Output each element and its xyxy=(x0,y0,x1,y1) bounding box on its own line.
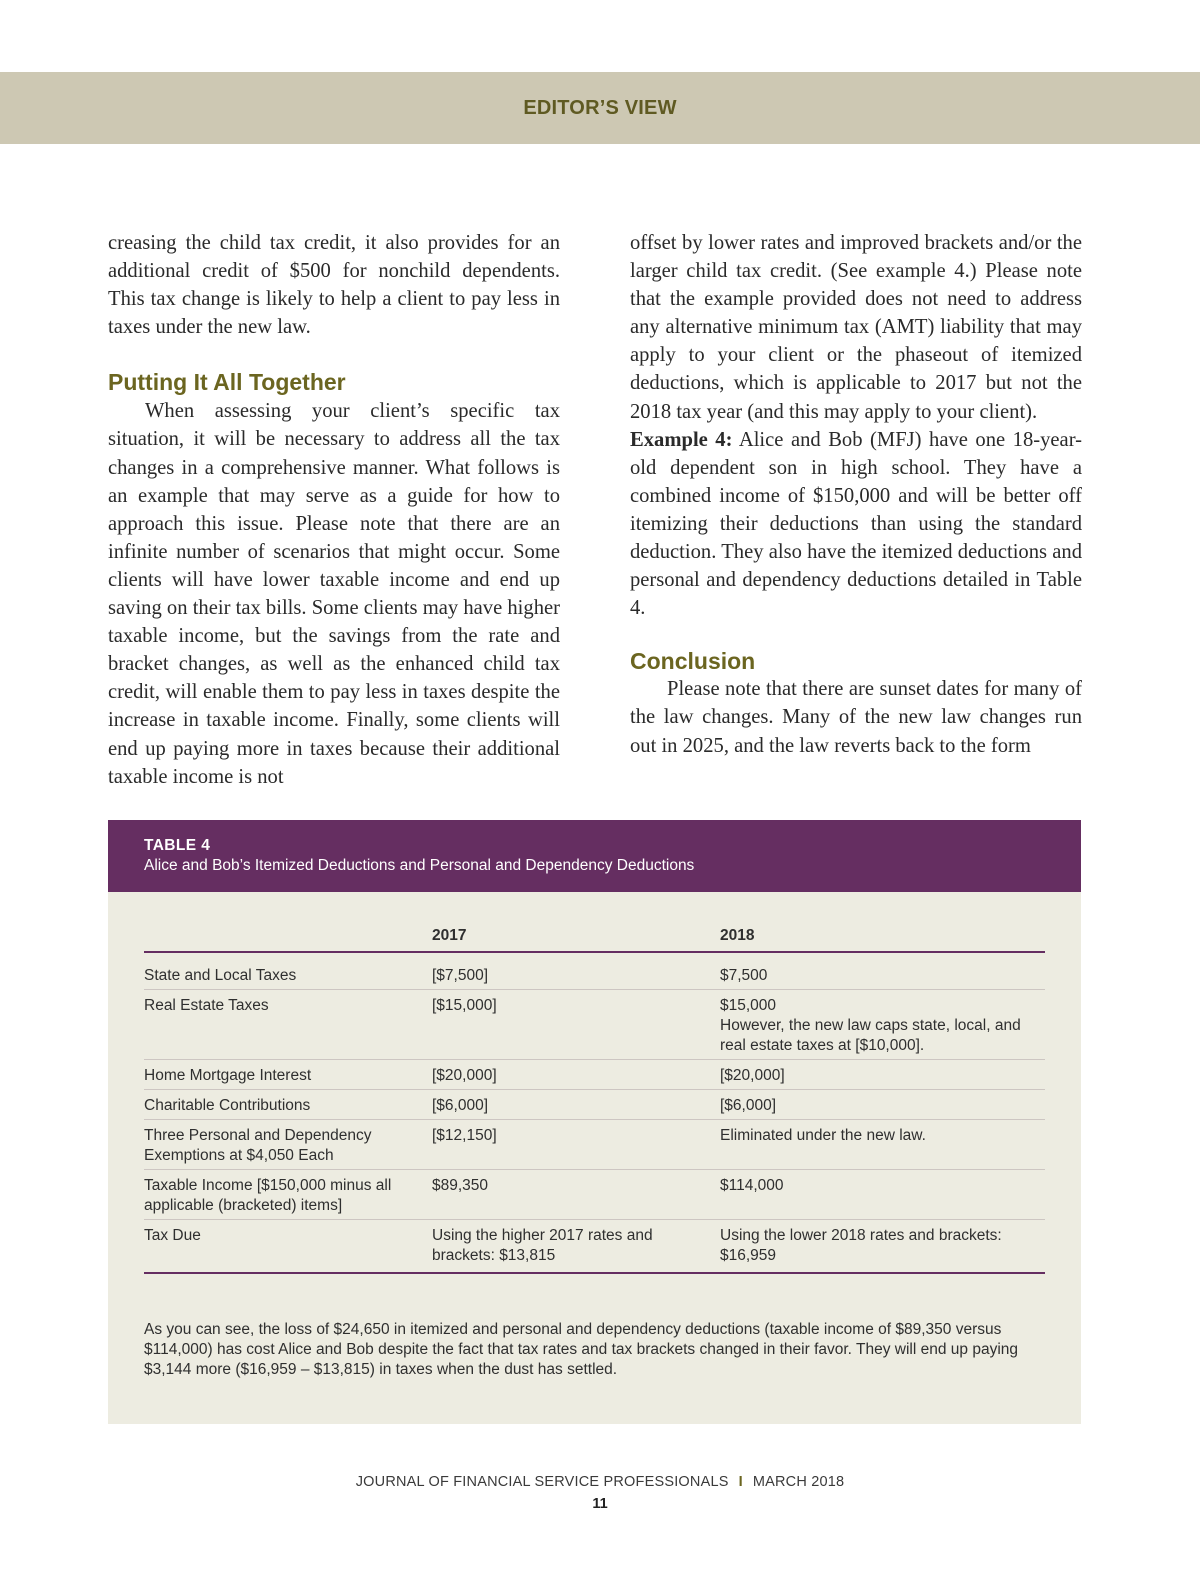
table-row xyxy=(144,990,1045,1060)
row-item: Home Mortgage Interest xyxy=(144,1067,312,1084)
row-item: Charitable Contributions xyxy=(144,1097,311,1114)
row-item: State and Local Taxes xyxy=(144,967,297,984)
row-2018-note: However, the new law caps state, local, and real estate taxes at [$10,000]. xyxy=(720,1017,1021,1054)
row-item: Tax Due xyxy=(144,1227,201,1244)
row-2018-amount: $15,000 xyxy=(720,997,777,1014)
row-2017-value: [$20,000] xyxy=(432,1067,497,1084)
table-row xyxy=(144,953,1045,990)
row-2017-value: [$12,150] xyxy=(432,1127,497,1144)
left-paragraph-1: creasing the child tax credit, it also provides for an additional credit of $500 for nonchild dependents. This tax change is likely to help a client to pay less in taxes under the new law. xyxy=(108,232,560,339)
table-row xyxy=(144,1060,1045,1090)
row-2018-value: Eliminated under the new law. xyxy=(720,1127,926,1144)
row-item: Three Personal and Dependency Exemptions at $4,050 Each xyxy=(144,1127,372,1164)
right-paragraph-1: offset by lower rates and improved brackets and/or the larger child tax credit. (See example 4.) Please note that the example provided does not need to address any alternative minimum tax (AMT) liability that may apply to your client or the phaseout of itemized deductions, which is applicable to 2017 but not the 2018 tax year (and this may apply to your client). xyxy=(630,232,1082,423)
left-column xyxy=(108,229,560,791)
table-title: Alice and Bob’s Itemized Deductions and Personal and Dependency Deductions xyxy=(144,857,695,874)
column-header-2017: 2017 xyxy=(432,927,467,944)
example-4 xyxy=(630,426,1082,623)
table-4 xyxy=(108,820,1081,1424)
table-label: TABLE 4 xyxy=(144,837,211,854)
table-row xyxy=(144,1220,1045,1274)
row-2018-value: [$6,000] xyxy=(720,1097,777,1114)
row-2018-value xyxy=(720,996,1045,1056)
example-label: Example 4: xyxy=(630,428,733,451)
table-row xyxy=(144,1170,1045,1220)
page-number: 11 xyxy=(592,1496,608,1512)
row-item: Real Estate Taxes xyxy=(144,997,269,1014)
row-item: Taxable Income [$150,000 minus all applicable (bracketed) items] xyxy=(144,1177,392,1214)
row-2018-value: $114,000 xyxy=(720,1177,784,1194)
footer-line xyxy=(0,1474,1200,1490)
row-2018-value: Using the lower 2018 rates and brackets: $16,959 xyxy=(720,1227,1002,1264)
heading-putting-it-all-together: Putting It All Together xyxy=(108,369,346,396)
journal-name: JOURNAL OF FINANCIAL SERVICE PROFESSIONALS xyxy=(355,1474,729,1490)
row-2017-value: $89,350 xyxy=(432,1177,489,1194)
table-header-band xyxy=(108,820,1081,892)
row-2017-value: [$15,000] xyxy=(432,997,497,1014)
footer-separator: I xyxy=(738,1474,743,1490)
deductions-table xyxy=(144,922,1045,1274)
table-row xyxy=(144,1090,1045,1120)
row-2017-value: [$7,500] xyxy=(432,967,489,984)
table-column-headers xyxy=(144,922,1045,953)
row-2017-value: [$6,000] xyxy=(432,1097,489,1114)
section-title: EDITOR’S VIEW xyxy=(523,96,677,119)
right-paragraph-2: Please note that there are sunset dates for many of the law changes. Many of the new law changes run out in 2025, and the law reverts back to the form xyxy=(630,678,1082,757)
section-header-band xyxy=(0,72,1200,144)
row-2017-value: Using the higher 2017 rates and brackets: $13,815 xyxy=(432,1227,653,1264)
table-note: As you can see, the loss of $24,650 in itemized and personal and dependency deductions (taxable income of $89,350 versus $114,000) has cost Alice and Bob despite the fact that tax rates and tax brackets changed in their favor. They will end up paying $3,144 more ($16,959 – $13,815) in taxes when the dust has settled. xyxy=(144,1321,1019,1378)
example-text: Alice and Bob (MFJ) have one 18-year-old dependent son in high school. They have a combined income of $150,000 and will be better off itemizing their deductions than using the standard deduction. They also have the itemized deductions and personal and dependency deductions detailed in Table 4. xyxy=(630,428,1082,620)
issue-date: MARCH 2018 xyxy=(752,1474,845,1490)
left-paragraph-2: When assessing your client’s specific tax situation, it will be necessary to address all the tax changes in a comprehensive manner. What follows is an example that may serve as a guide for how to approach this issue. Please note that there are an infinite number of scenarios that might occur. Some clients will have lower taxable income and end up saving on their tax bills. Some clients may have higher taxable income, but the savings from the rate and bracket changes, as well as the enhanced child tax credit, will enable them to pay less in taxes despite the increase in taxable income. Finally, some clients will end up paying more in taxes because their additional taxable income is not xyxy=(108,400,560,788)
column-header-item xyxy=(144,926,432,946)
heading-conclusion: Conclusion xyxy=(630,648,756,675)
row-2018-value: [$20,000] xyxy=(720,1067,785,1084)
right-column xyxy=(630,229,1082,760)
row-2018-value: $7,500 xyxy=(720,967,768,984)
page-footer xyxy=(0,1474,1200,1512)
column-header-2018: 2018 xyxy=(720,927,755,944)
table-row xyxy=(144,1120,1045,1170)
